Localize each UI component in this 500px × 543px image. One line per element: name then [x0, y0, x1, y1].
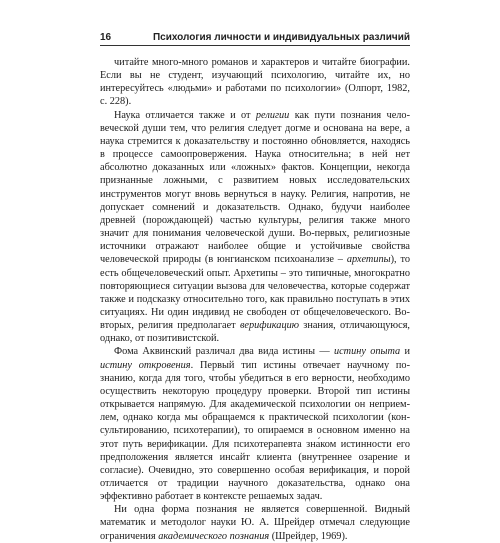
text-run: Наука отличается также и от: [114, 109, 256, 121]
text-run: и: [400, 346, 410, 358]
body-text: [100, 56, 410, 543]
text-run: знания, отличающуюся, однако, от позитивистской.: [100, 320, 411, 345]
emphasized-term: истину откровения: [100, 359, 191, 371]
header-rule: [100, 45, 410, 46]
text-run: Ни одна форма познания не является совершенной. Видный математик и методолог науки Ю. А. Шрейдер отмечал следующие ограничения: [100, 504, 410, 542]
running-header: [100, 32, 410, 43]
paragraph: [100, 56, 410, 109]
running-title: Психология личности и индивидуальных различий: [152, 32, 410, 43]
page-number: 16: [100, 32, 112, 43]
emphasized-term: академического познания: [158, 530, 270, 542]
paragraph: [100, 503, 410, 542]
paragraph: [100, 109, 410, 346]
emphasized-term: религии: [255, 109, 290, 121]
text-run: Фома Аквинский различал два вида истины —: [114, 346, 334, 358]
text-run: как пути познания человеческой души тем, что религия следует догме и основана на вере, а наука стремится к доказательству и постоянно обновляется, находясь в процессе самоопровержения. Наука относительна; в ней нет абсолютно доказанных или «ложных» фактов. Концепции, некогда признанные ложными, с развитием новых исследовательских инструментов могут вновь вернуться в науку. Религия, напротив, не допускает сомнений и доказательств. Однако, будучи наиболее древней (порождающей) частью культуры, религия также много значит для понимания человеческой души. Во-первых, религиозные источники отражают наиболее общие и устойчивые свойства человеческой природы (в юнгианском психоанализе –: [100, 109, 410, 266]
text-run: (Шрейдер, 1969).: [269, 530, 348, 542]
text-run: . Первый тип истины отвечает научному познанию, когда для того, чтобы убедиться в его верности, необходимо осуществить некоторую процедуру проверки. Второй тип истины открывается напрямую. Для академической психологии он неприемлем, однако когда мы обращаемся к практической психологии (консультированию, психотерапии), то опираемся в основном именно на этот путь верификации. Для психотерапевта зна́ком истинности его предположения является инсайт клиента (внутреннее озарение и согласие). Очевидно, это совершенно особая верификация, и порой отличается от традиции научного доказательства, однако она эффективно работает в контексте решаемых задач.: [100, 359, 411, 503]
text-run: читайте много-много романов и характеров и читайте биографии. Если вы не студент, изучающий психологию, читайте их, но интересуйтесь «людьми» и работами по психологии» (Олпорт, 1982, с. 228).: [100, 57, 410, 108]
emphasized-term: истину опыта: [333, 346, 401, 358]
paragraph: [100, 345, 410, 503]
emphasized-term: архетипы: [346, 254, 391, 266]
text-run: ), то есть общечеловеческий опыт. Архетипы – это типичные, многократно повторяющиеся ситуации вызова для человечества, которые содержат также и подсказку относительно того, как правильно поступать в этих ситуациях. Ни один индивид не свободен от общечеловеческого. Во-вторых, религия предполагает: [100, 254, 410, 332]
emphasized-term: верификацию: [239, 320, 300, 332]
